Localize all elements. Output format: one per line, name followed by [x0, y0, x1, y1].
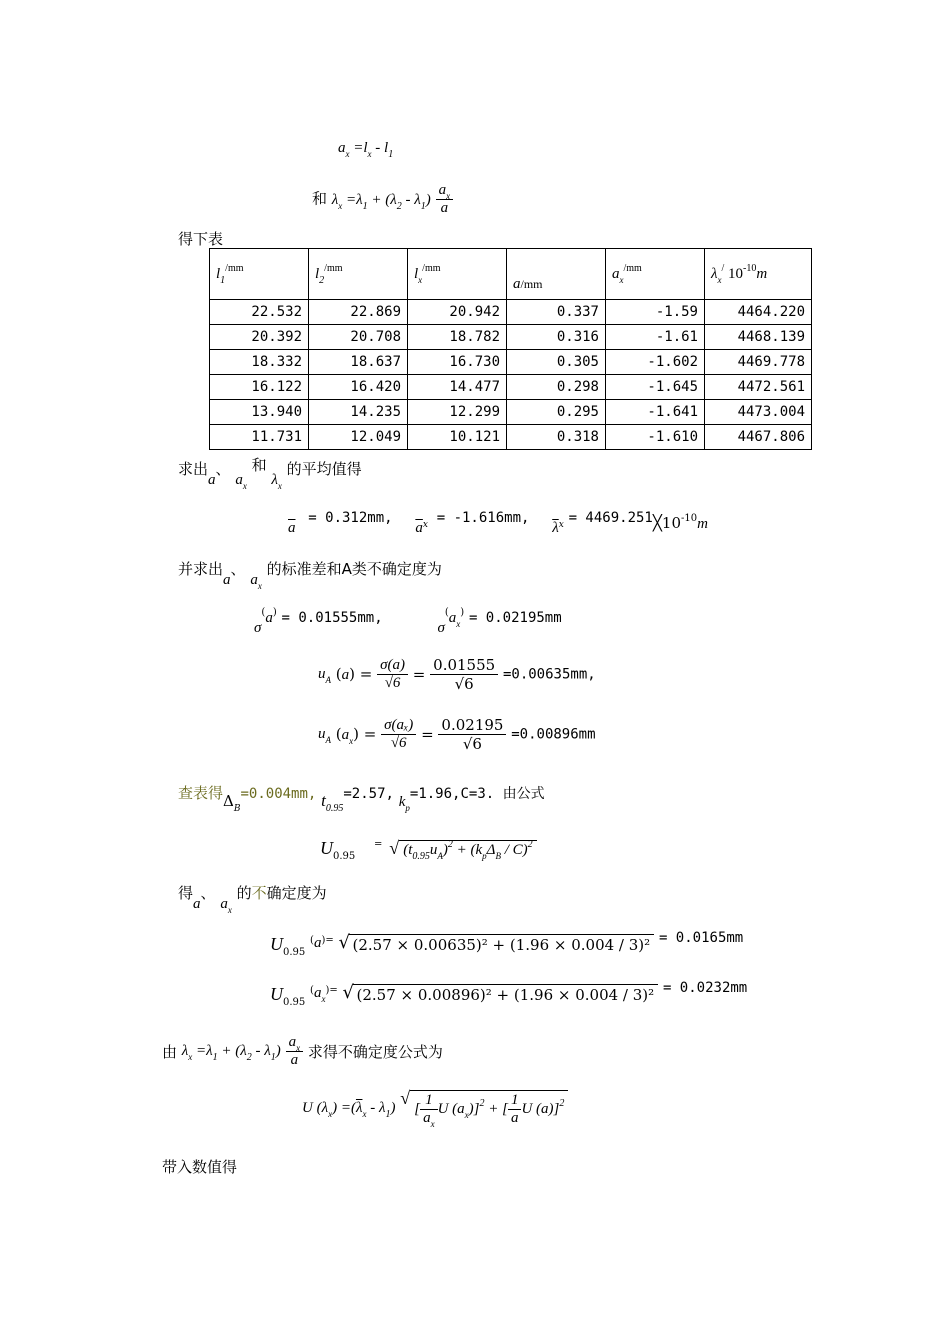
u-lambda-formula: U $(\lambda_x) =(\overline{\lambda}_x - \lambda_1)$ √ [ $\frac{1}{\overline{a}_x}$ U $(a_x)]^2$ + [ $\frac{1}{a}$ U (a)]$^2$: [302, 1090, 568, 1127]
ua-a: $u_A$ (a) = $\frac{\sigma(a)}{√6}$ = $\frac{0.01555}{√6}$ =0.00635mm,: [318, 656, 596, 693]
ua-ax: $u_A$ $(a_x)$ = $\frac{\text{σ(aₓ)}}{√6}$ = $\frac{0.02195}{√6}$ =0.00896mm: [318, 716, 596, 753]
header-ax: $a_x^{/mm}$: [606, 249, 705, 300]
table-row: 20.392 20.708 18.782 0.316 -1.61 4468.139: [210, 325, 812, 350]
table-row: 13.940 14.235 12.299 0.295 -1.641 4473.004: [210, 400, 812, 425]
header-lx: $l_x^{/mm}$: [408, 249, 507, 300]
u095-formula: $U_{0.95}$ = √ $(t_{0.95}u_A)^2 + (k_p\Delta_B / C)^2$: [320, 838, 537, 859]
data-table: [209, 248, 812, 450]
table-row: 22.532 22.869 20.942 0.337 -1.59 4464.220: [210, 300, 812, 325]
formula-ax: $a_x =l_x - l_1$: [338, 140, 394, 160]
std-values: σ(a) = 0.01555mm, $\sigma^(a_x^) = 0.02195mm$: [254, 607, 562, 636]
header-a: a/mm: [507, 249, 606, 300]
table-row: 16.122 16.420 14.477 0.298 -1.645 4472.561: [210, 375, 812, 400]
lookup-line: 查表得$\Delta_B=0.004mm$, $t_{0.95}=2.57$, $k_p=1.96,C=3$. 由公式: [178, 784, 545, 814]
mean-intro: 求出a、 $a_x$ 和 $\lambda_x$ 的平均值得: [178, 456, 362, 491]
formula-lambda: 和 $\lambda_x =\lambda_1 + (\lambda_2 - \lambda_1)$ $\frac{a_x}{a}$: [312, 182, 453, 217]
table-intro: 得下表: [178, 230, 224, 248]
header-l2: $l_2^{/mm}$: [309, 249, 408, 300]
substitute-text: 带入数值得: [162, 1158, 238, 1176]
table-row: 18.332 18.637 16.730 0.305 -1.602 4469.778: [210, 350, 812, 375]
unc-intro: 得a、 $a_x$ 的不确定度为: [178, 884, 327, 915]
u095-a: $U_{0.95}$ (a)= √ (2.57 × 0.00635)² + (1.96 × 0.004 / 3)² = 0.0165mm: [270, 934, 743, 955]
header-l1: $l_1^{/mm}$: [210, 249, 309, 300]
mean-values: $\overline{a} = 0.312mm$, $\overline{a}_x = -1.616mm$, $\overline{\lambda}_x$ = $4469.251╳10^{-10}m$: [288, 510, 708, 536]
std-intro: 并求出a、 $a_x$ 的标准差和A类不确定度为: [178, 560, 442, 591]
from-formula-line: 由 $\lambda_x =\lambda_1 + (\lambda_2 - \lambda_1)$ $\frac{a_x}{a}$ 求得不确定度公式为: [162, 1034, 443, 1068]
header-lambda: $\lambda_x^/$ $10^{-10}m$: [705, 249, 812, 300]
u095-ax: $U_{0.95}$ $^(a_x^{)=}$ √ (2.57 × 0.00896)² + (1.96 × 0.004 / 3)² = 0.0232mm: [270, 984, 747, 1005]
table-row: 11.731 12.049 10.121 0.318 -1.610 4467.806: [210, 425, 812, 450]
